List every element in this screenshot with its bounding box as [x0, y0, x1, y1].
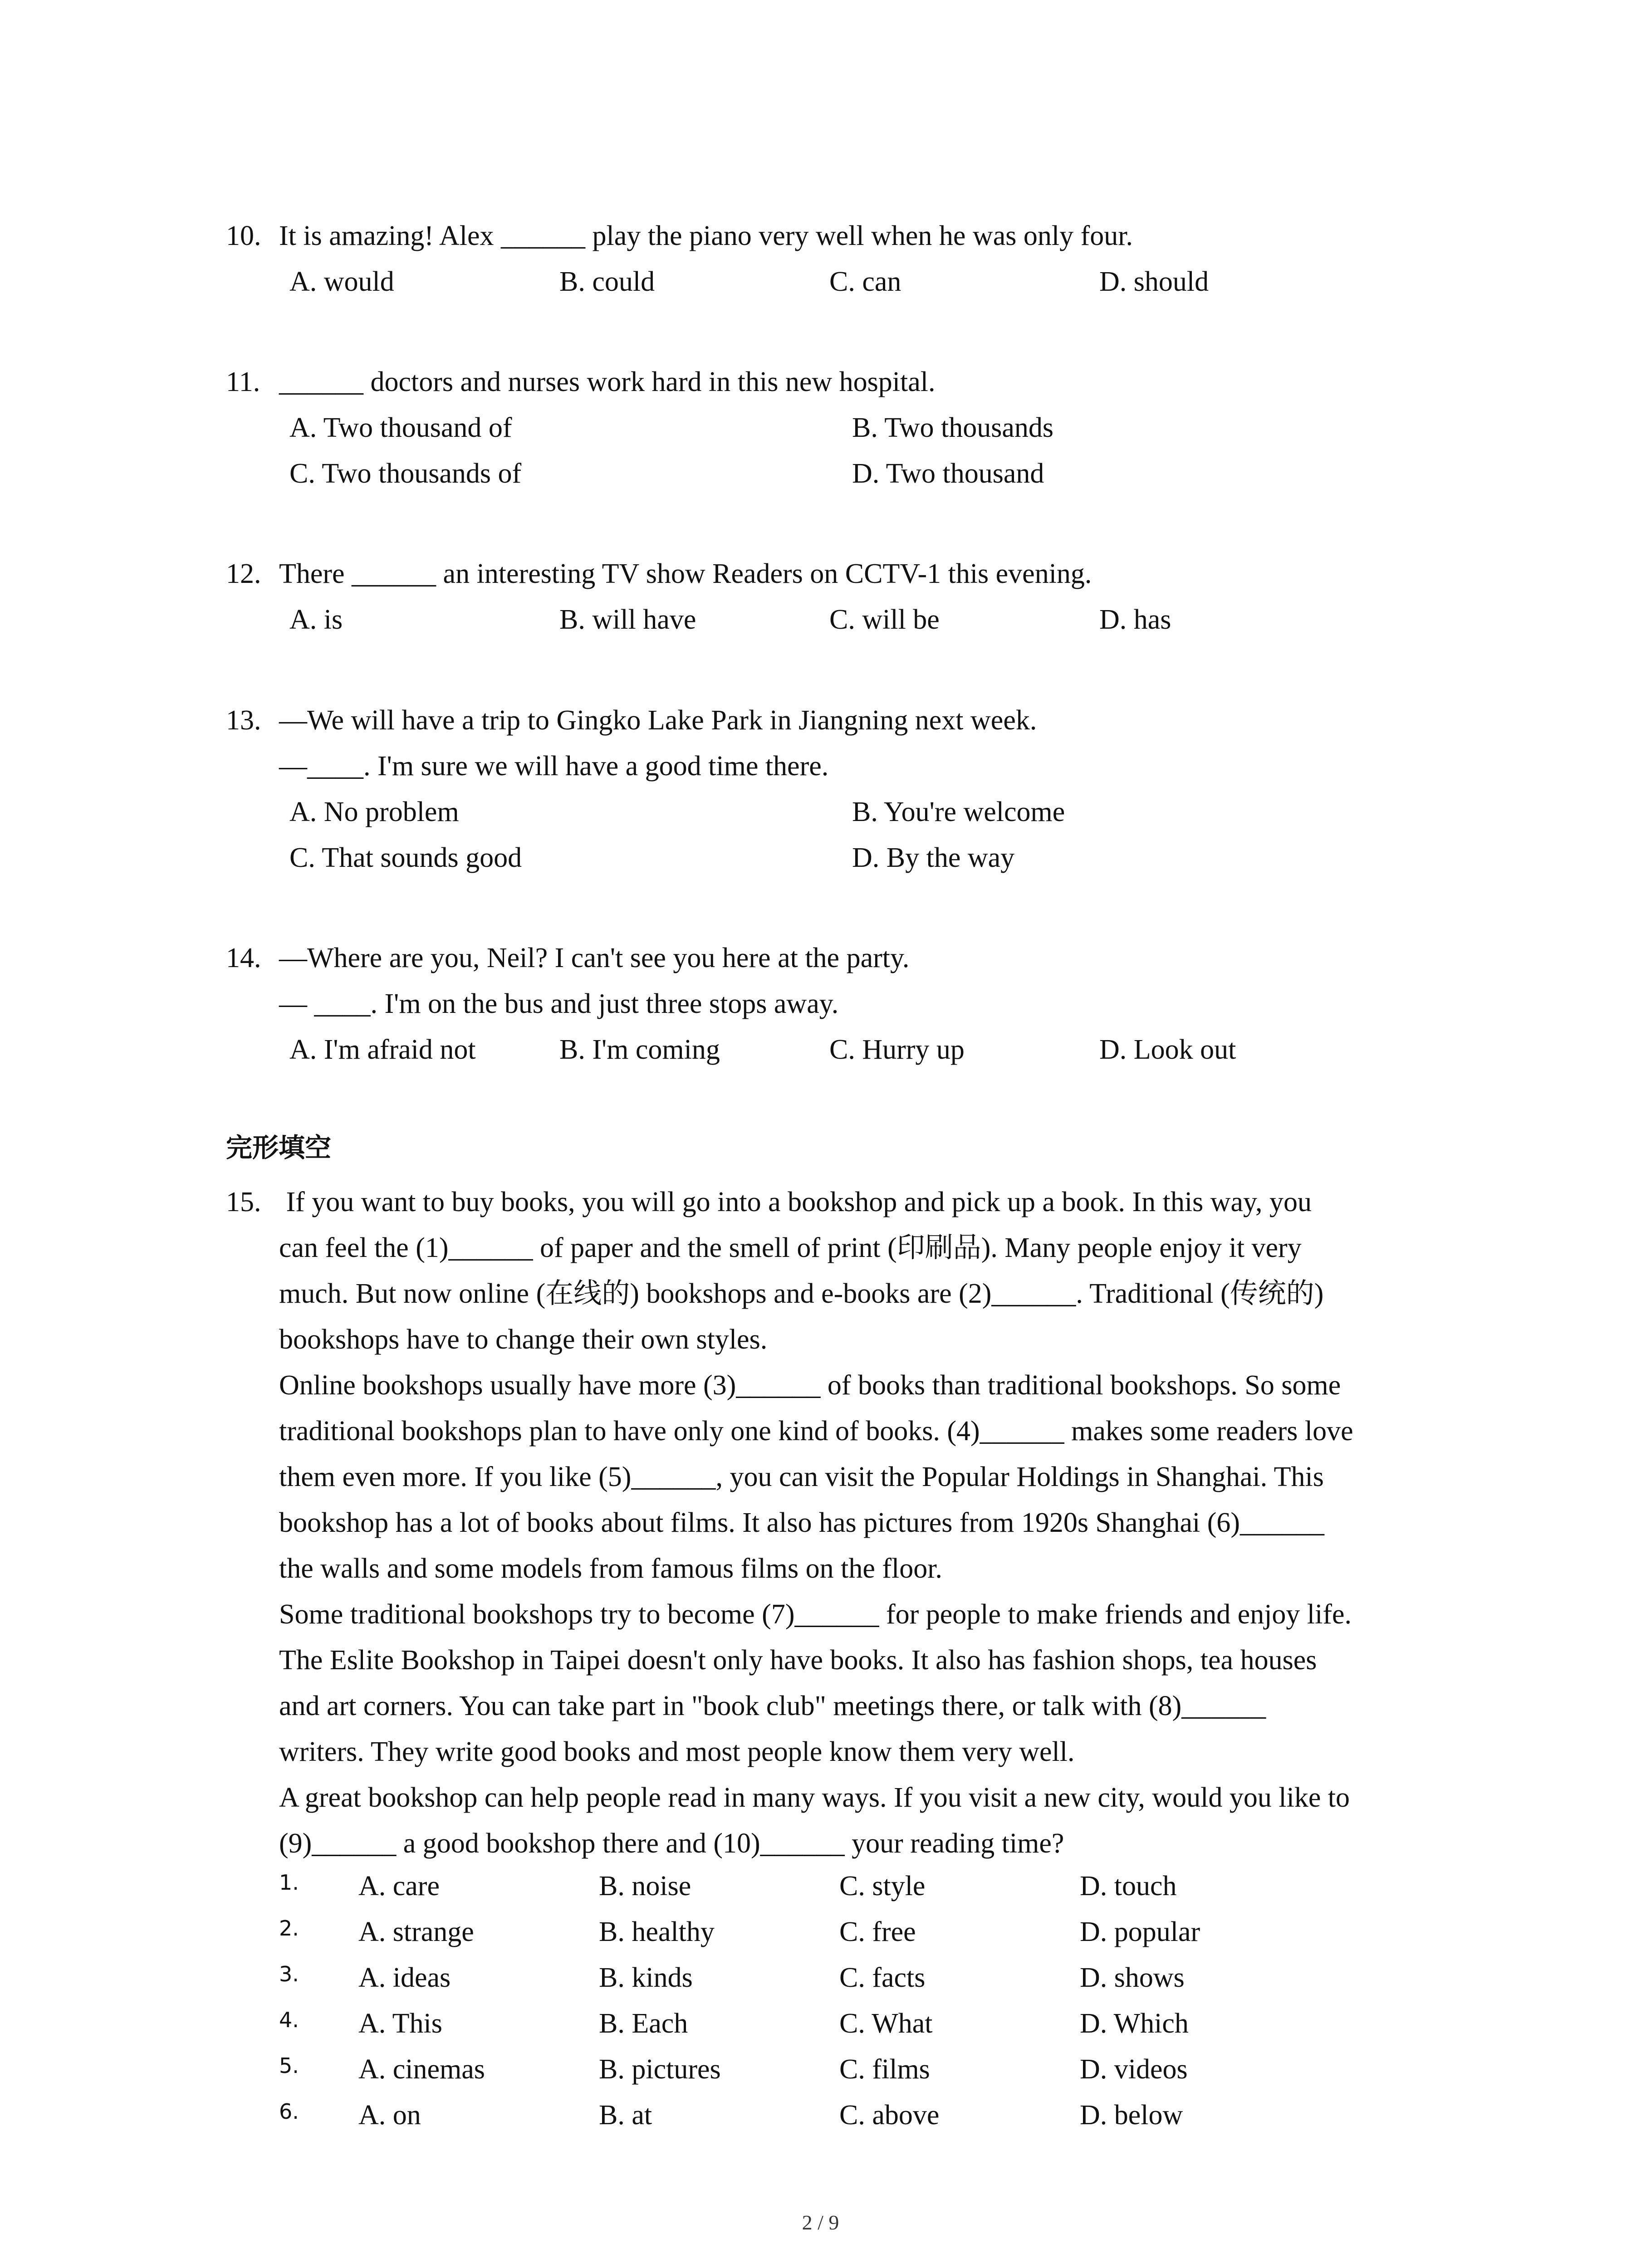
option-a: A. ideas — [358, 1962, 451, 1993]
question-stem: ______ doctors and nurses work hard in this new hospital. — [279, 367, 936, 397]
option-c: C. free — [839, 1916, 916, 1947]
option-b: B. pictures — [599, 2054, 721, 2085]
option-b: B. You're welcome — [852, 797, 1065, 827]
choice-number: 2. — [279, 1916, 299, 1941]
option-d: D. touch — [1080, 1871, 1177, 1901]
question-12 — [226, 551, 1496, 643]
question-number: 15. — [226, 1187, 261, 1217]
passage-line: Online bookshops usually have more (3)______ of books than traditional bookshops. So some — [279, 1370, 1341, 1401]
option-a: A. strange — [358, 1916, 474, 1947]
cloze-passage — [226, 1179, 1496, 1867]
option-a: A. No problem — [289, 797, 459, 827]
choice-row — [226, 1909, 1496, 1955]
option-c: C. facts — [839, 1962, 926, 1993]
passage-line: can feel the (1)______ of paper and the smell of print (印刷品). Many people enjoy it very — [279, 1232, 1302, 1263]
passage-line: them even more. If you like (5)______, you can visit the Popular Holdings in Shanghai. This — [279, 1461, 1324, 1492]
option-d: D. videos — [1080, 2054, 1188, 2085]
question-10 — [226, 213, 1496, 305]
choice-row — [226, 1863, 1496, 1909]
option-a: A. is — [289, 604, 343, 635]
choice-number: 3. — [279, 1962, 299, 1986]
passage-line: If you want to buy books, you will go into a bookshop and pick up a book. In this way, you — [279, 1187, 1312, 1217]
cloze-choices — [226, 1863, 1496, 2138]
passage-line: Some traditional bookshops try to become (7)______ for people to make friends and enjoy life. — [279, 1599, 1352, 1630]
question-13 — [226, 698, 1496, 881]
option-b: B. Each — [599, 2008, 688, 2039]
option-c: C. What — [839, 2008, 933, 2039]
option-a: A. would — [289, 266, 394, 297]
option-a: A. Two thousand of — [289, 412, 512, 443]
page-number: 2 / 9 — [802, 2211, 839, 2234]
choice-row — [226, 2001, 1496, 2047]
option-a: A. This — [358, 2008, 442, 2039]
option-c: C. Two thousands of — [289, 458, 522, 489]
option-b: B. at — [599, 2100, 652, 2131]
option-b: B. kinds — [599, 1962, 693, 1993]
passage-line: bookshop has a lot of books about films. It also has pictures from 1920s Shanghai (6)______ — [279, 1507, 1325, 1538]
option-c: C. will be — [829, 604, 940, 635]
option-d: D. has — [1099, 604, 1171, 635]
passage-line: The Eslite Bookshop in Taipei doesn't only have books. It also has fashion shops, tea houses — [279, 1645, 1317, 1676]
option-a: A. care — [358, 1871, 440, 1901]
option-d: D. Which — [1080, 2008, 1189, 2039]
option-d: D. Two thousand — [852, 458, 1044, 489]
passage-line: bookshops have to change their own styles. — [279, 1324, 768, 1355]
choice-row — [226, 2047, 1496, 2092]
option-c: C. style — [839, 1871, 926, 1901]
choice-number: 6. — [279, 2099, 299, 2124]
option-d: D. below — [1080, 2100, 1183, 2131]
option-c: C. can — [829, 266, 901, 297]
passage-line: (9)______ a good bookshop there and (10)______ your reading time? — [279, 1828, 1064, 1859]
option-a: A. cinemas — [358, 2054, 485, 2085]
option-b: B. noise — [599, 1871, 691, 1901]
question-number: 11. — [226, 367, 260, 397]
question-stem: It is amazing! Alex ______ play the piano very well when he was only four. — [279, 220, 1133, 251]
option-a: A. on — [358, 2100, 421, 2131]
option-c: C. That sounds good — [289, 842, 522, 873]
option-c: C. films — [839, 2054, 930, 2085]
choice-row — [226, 1955, 1496, 2001]
choice-number: 5. — [279, 2053, 299, 2078]
question-11 — [226, 359, 1496, 497]
question-stem: —Where are you, Neil? I can't see you here at the party. — [279, 943, 910, 973]
passage-line: and art corners. You can take part in "book club" meetings there, or talk with (8)______ — [279, 1691, 1266, 1721]
question-number: 13. — [226, 705, 261, 736]
option-c: C. Hurry up — [829, 1034, 965, 1065]
question-14 — [226, 935, 1496, 1073]
passage-line: A great bookshop can help people read in many ways. If you visit a new city, would you like to — [279, 1782, 1350, 1813]
passage-line: traditional bookshops plan to have only one kind of books. (4)______ makes some readers love — [279, 1416, 1353, 1447]
option-b: B. could — [559, 266, 655, 297]
question-number: 10. — [226, 220, 261, 251]
option-b: B. healthy — [599, 1916, 715, 1947]
choice-row — [226, 2092, 1496, 2138]
option-b: B. Two thousands — [852, 412, 1054, 443]
choice-number: 1. — [279, 1870, 299, 1895]
choice-number: 4. — [279, 2008, 299, 2032]
question-number: 14. — [226, 943, 261, 973]
option-d: D. shows — [1080, 1962, 1185, 1993]
option-d: D. should — [1099, 266, 1209, 297]
question-stem: —We will have a trip to Gingko Lake Park in Jiangning next week. — [279, 705, 1037, 736]
question-number: 12. — [226, 558, 261, 589]
option-d: D. popular — [1080, 1916, 1200, 1947]
option-b: B. I'm coming — [559, 1034, 720, 1065]
question-stem-reply: —____. I'm sure we will have a good time there. — [279, 751, 829, 782]
option-d: D. By the way — [852, 842, 1015, 873]
section-title: 完形填空 — [226, 1132, 332, 1163]
option-c: C. above — [839, 2100, 940, 2131]
passage-line: writers. They write good books and most people know them very well. — [279, 1736, 1075, 1767]
option-b: B. will have — [559, 604, 696, 635]
passage-line: the walls and some models from famous films on the floor. — [279, 1553, 942, 1584]
question-stem: There ______ an interesting TV show Readers on CCTV-1 this evening. — [279, 558, 1092, 589]
option-a: A. I'm afraid not — [289, 1034, 476, 1065]
question-stem-reply: — ____. I'm on the bus and just three stops away. — [279, 988, 839, 1019]
option-d: D. Look out — [1099, 1034, 1236, 1065]
passage-line: much. But now online (在线的) bookshops and e-books are (2)______. Traditional (传统的) — [279, 1278, 1324, 1309]
